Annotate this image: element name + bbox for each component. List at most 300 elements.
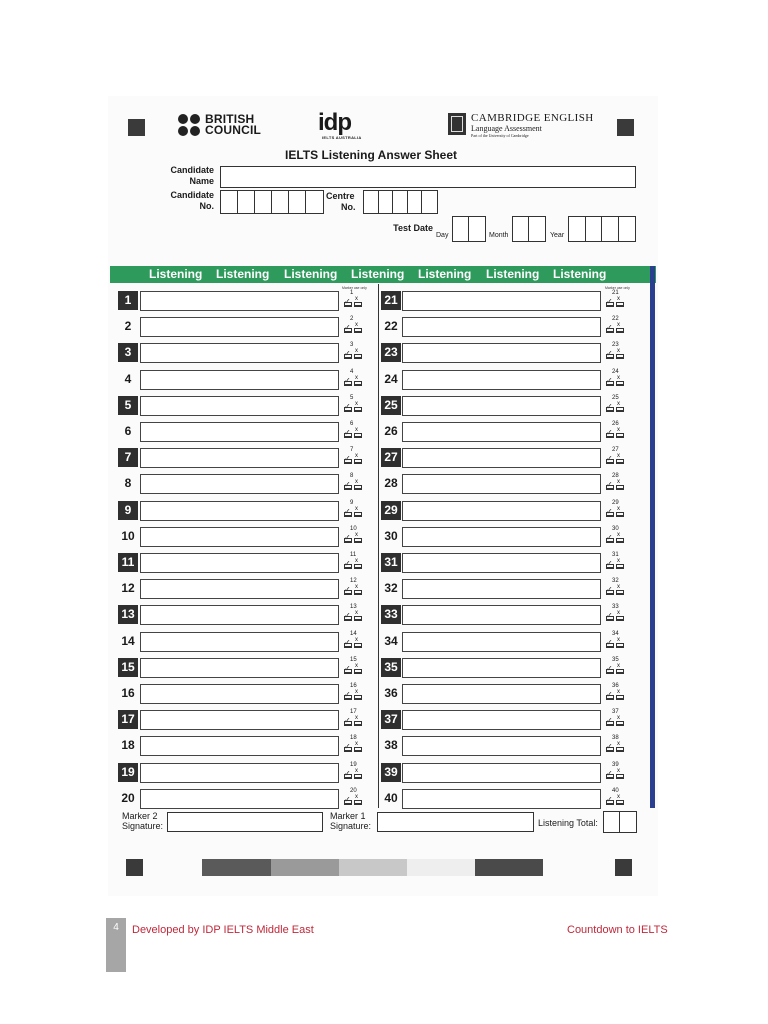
cross-icon: x (617, 689, 620, 695)
marker-bubble-incorrect[interactable] (354, 302, 362, 307)
answer-field[interactable] (140, 370, 339, 390)
marker-number: 29 (612, 500, 619, 506)
tick-icon: ✓ (606, 638, 613, 647)
marker-bubble-incorrect[interactable] (354, 459, 362, 464)
marker-box[interactable] (606, 342, 628, 364)
marker-bubble-incorrect[interactable] (616, 328, 624, 333)
marker-box[interactable] (344, 578, 366, 600)
marker-bubble-correct[interactable] (606, 354, 614, 359)
marker-bubble-correct[interactable] (344, 407, 352, 412)
marker-box[interactable] (344, 369, 366, 391)
answer-field[interactable] (140, 422, 339, 442)
tick-icon: ✓ (606, 664, 613, 673)
question-number: 17 (118, 710, 138, 729)
marker-box[interactable] (606, 709, 628, 731)
listening-total-field[interactable] (603, 811, 637, 833)
marker-box[interactable] (606, 552, 628, 574)
cross-icon: x (617, 479, 620, 485)
marker-bubble-correct[interactable] (606, 747, 614, 752)
question-number: 6 (124, 424, 132, 438)
calibration-bar-1 (202, 859, 271, 876)
marker-box[interactable] (606, 447, 628, 469)
tick-icon: ✓ (606, 742, 613, 751)
answer-field[interactable] (140, 501, 339, 521)
marker-box[interactable] (606, 604, 628, 626)
cambridge-english-logo (448, 113, 594, 138)
answer-field[interactable] (140, 343, 339, 363)
answer-field[interactable] (402, 370, 601, 390)
marker-number: 20 (350, 788, 357, 794)
marker-box[interactable] (344, 631, 366, 653)
tick-icon: ✓ (606, 769, 613, 778)
marker-box[interactable] (344, 500, 366, 522)
marker-bubble-correct[interactable] (606, 538, 614, 543)
marker-bubble-correct[interactable] (606, 512, 614, 517)
marker-bubble-incorrect[interactable] (354, 407, 362, 412)
marker-number: 1 (350, 290, 354, 296)
tick-icon: ✓ (344, 716, 351, 725)
marker-number: 32 (612, 578, 619, 584)
marker-bubble-correct[interactable] (606, 564, 614, 569)
answer-field[interactable] (402, 422, 601, 442)
marker-bubble-correct[interactable] (606, 590, 614, 595)
tick-icon: ✓ (344, 533, 351, 542)
tick-icon: ✓ (606, 480, 613, 489)
marker-box[interactable] (606, 788, 628, 810)
marker-box[interactable] (344, 683, 366, 705)
cross-icon: x (617, 296, 620, 302)
marker-use-only-right: Marker use only (605, 286, 630, 290)
marker1-label: Marker 1 Signature: (330, 811, 372, 831)
centre-no-field[interactable] (363, 190, 438, 214)
marker-box[interactable] (344, 762, 366, 784)
test-date-label: Test Date (393, 223, 433, 233)
answer-field[interactable] (402, 763, 601, 783)
marker-box[interactable] (344, 342, 366, 364)
answer-field[interactable] (140, 736, 339, 756)
cross-icon: x (355, 348, 358, 354)
marker-number: 24 (612, 369, 619, 375)
marker-bubble-incorrect[interactable] (616, 381, 624, 386)
cross-icon: x (617, 401, 620, 407)
marker-box[interactable] (344, 788, 366, 810)
idp-logo (318, 109, 362, 140)
marker-bubble-incorrect[interactable] (616, 485, 624, 490)
question-number: 11 (118, 553, 138, 572)
cambridge-line3: Part of the University of Cambridge (471, 133, 529, 138)
answer-field[interactable] (140, 527, 339, 547)
tick-icon: ✓ (344, 454, 351, 463)
marker-bubble-correct[interactable] (344, 485, 352, 490)
answer-field[interactable] (402, 501, 601, 521)
answer-field[interactable] (140, 474, 339, 494)
marker-bubble-correct[interactable] (344, 512, 352, 517)
cross-icon: x (355, 768, 358, 774)
marker-bubble-correct[interactable] (606, 381, 614, 386)
question-number: 30 (384, 529, 398, 543)
marker-bubble-correct[interactable] (344, 564, 352, 569)
answer-field[interactable] (402, 789, 601, 809)
year-field[interactable] (568, 216, 636, 242)
question-number: 3 (118, 343, 138, 362)
marker-bubble-incorrect[interactable] (354, 669, 362, 674)
marker-bubble-correct[interactable] (344, 354, 352, 359)
answer-field[interactable] (402, 291, 601, 311)
question-number: 26 (384, 424, 398, 438)
marker-bubble-correct[interactable] (606, 407, 614, 412)
cambridge-shield-icon (448, 113, 466, 135)
candidate-name-field[interactable] (220, 166, 636, 188)
marker-bubble-incorrect[interactable] (354, 381, 362, 386)
answer-field[interactable] (140, 396, 339, 416)
answer-field[interactable] (402, 658, 601, 678)
marker-box[interactable] (344, 421, 366, 443)
marker-number: 7 (350, 447, 354, 453)
centre-no-label: Centre No. (326, 191, 356, 212)
listening-banner (110, 266, 656, 283)
answer-field[interactable] (402, 632, 601, 652)
question-number: 37 (381, 710, 401, 729)
question-number: 36 (384, 686, 398, 700)
marker-bubble-correct[interactable] (344, 590, 352, 595)
marker-bubble-incorrect[interactable] (354, 774, 362, 779)
tick-icon: ✓ (606, 533, 613, 542)
marker-bubble-incorrect[interactable] (616, 669, 624, 674)
cross-icon: x (617, 506, 620, 512)
marker-bubble-incorrect[interactable] (616, 721, 624, 726)
marker-bubble-correct[interactable] (344, 616, 352, 621)
question-number: 1 (118, 291, 138, 310)
cross-icon: x (617, 453, 620, 459)
british-council-dots-icon (178, 114, 200, 136)
marker2-label: Marker 2 Signature: (122, 811, 164, 831)
tick-icon: ✓ (606, 428, 613, 437)
marker-box[interactable] (344, 447, 366, 469)
tick-icon: ✓ (606, 690, 613, 699)
answer-field[interactable] (140, 632, 339, 652)
tick-icon: ✓ (606, 585, 613, 594)
marker-box[interactable] (606, 631, 628, 653)
marker-number: 38 (612, 735, 619, 741)
marker-bubble-correct[interactable] (606, 459, 614, 464)
marker-bubble-correct[interactable] (606, 695, 614, 700)
marker-bubble-incorrect[interactable] (354, 747, 362, 752)
calibration-bar-4 (407, 859, 475, 876)
tick-icon: ✓ (344, 690, 351, 699)
marker-box[interactable] (606, 762, 628, 784)
marker-number: 2 (350, 316, 354, 322)
marker-bubble-incorrect[interactable] (616, 774, 624, 779)
answer-field[interactable] (140, 553, 339, 573)
marker-bubble-incorrect[interactable] (354, 485, 362, 490)
marker-box[interactable] (344, 290, 366, 312)
tick-icon: ✓ (344, 402, 351, 411)
answer-field[interactable] (402, 396, 601, 416)
marker-bubble-incorrect[interactable] (354, 538, 362, 543)
marker-bubble-incorrect[interactable] (616, 459, 624, 464)
marker-bubble-correct[interactable] (344, 328, 352, 333)
registration-mark-bottom-right (615, 859, 632, 876)
marker-bubble-incorrect[interactable] (354, 433, 362, 438)
marker-box[interactable] (344, 473, 366, 495)
marker-bubble-incorrect[interactable] (354, 721, 362, 726)
marker-bubble-correct[interactable] (344, 721, 352, 726)
marker-number: 36 (612, 683, 619, 689)
tick-icon: ✓ (344, 323, 351, 332)
marker-bubble-incorrect[interactable] (616, 407, 624, 412)
cross-icon: x (355, 637, 358, 643)
marker-bubble-correct[interactable] (344, 774, 352, 779)
tick-icon: ✓ (344, 742, 351, 751)
cross-icon: x (355, 663, 358, 669)
candidate-no-field[interactable] (220, 190, 324, 214)
idp-wordmark: idp (318, 109, 351, 136)
question-number: 13 (118, 605, 138, 624)
british-council-line2: COUNCIL (205, 123, 262, 137)
listening-total-label: Listening Total: (538, 818, 598, 828)
question-number: 12 (121, 581, 135, 595)
marker-bubble-incorrect[interactable] (354, 512, 362, 517)
calibration-bar-3 (339, 859, 407, 876)
answer-field[interactable] (402, 527, 601, 547)
marker-bubble-incorrect[interactable] (354, 354, 362, 359)
question-number: 7 (118, 448, 138, 467)
answer-field[interactable] (402, 343, 601, 363)
marker-box[interactable] (606, 395, 628, 417)
marker-box[interactable] (344, 657, 366, 679)
tick-icon: ✓ (606, 297, 613, 306)
answer-field[interactable] (402, 317, 601, 337)
answer-field[interactable] (140, 658, 339, 678)
question-number: 39 (381, 763, 401, 782)
question-number: 21 (381, 291, 401, 310)
cross-icon: x (355, 689, 358, 695)
question-number: 8 (124, 476, 132, 490)
question-number: 34 (384, 634, 398, 648)
marker-bubble-correct[interactable] (344, 695, 352, 700)
marker-bubble-incorrect[interactable] (616, 747, 624, 752)
marker-bubble-incorrect[interactable] (616, 433, 624, 438)
question-number: 22 (384, 319, 398, 333)
marker-box[interactable] (606, 578, 628, 600)
marker-bubble-correct[interactable] (606, 669, 614, 674)
marker-number: 9 (350, 500, 354, 506)
marker-bubble-incorrect[interactable] (616, 643, 624, 648)
cross-icon: x (617, 322, 620, 328)
cross-icon: x (355, 479, 358, 485)
marker-bubble-incorrect[interactable] (354, 695, 362, 700)
marker-bubble-correct[interactable] (344, 302, 352, 307)
cross-icon: x (617, 532, 620, 538)
tick-icon: ✓ (344, 349, 351, 358)
marker-bubble-incorrect[interactable] (354, 328, 362, 333)
tick-icon: ✓ (344, 297, 351, 306)
marker-box[interactable] (606, 526, 628, 548)
tick-icon: ✓ (606, 454, 613, 463)
cross-icon: x (355, 506, 358, 512)
question-number: 2 (124, 319, 132, 333)
banner-word: Listening (418, 267, 472, 281)
marker-box[interactable] (606, 683, 628, 705)
marker-box[interactable] (344, 735, 366, 757)
answer-field[interactable] (140, 448, 339, 468)
marker-number: 3 (350, 342, 354, 348)
banner-word: Listening (553, 267, 607, 281)
answer-field[interactable] (402, 684, 601, 704)
cross-icon: x (617, 558, 620, 564)
day-field[interactable] (452, 216, 486, 242)
marker-number: 15 (350, 657, 357, 663)
answer-field[interactable] (140, 291, 339, 311)
footer-right-text: Countdown to IELTS (567, 924, 668, 936)
question-number: 24 (384, 372, 398, 386)
marker-bubble-incorrect[interactable] (616, 564, 624, 569)
marker-number: 25 (612, 395, 619, 401)
marker-bubble-incorrect[interactable] (616, 800, 624, 805)
marker-bubble-correct[interactable] (344, 747, 352, 752)
tick-icon: ✓ (344, 480, 351, 489)
marker-box[interactable] (344, 709, 366, 731)
answer-field[interactable] (402, 605, 601, 625)
registration-mark-top-right (617, 119, 634, 136)
answer-field[interactable] (140, 789, 339, 809)
cross-icon: x (617, 610, 620, 616)
marker-bubble-correct[interactable] (606, 616, 614, 621)
tick-icon: ✓ (606, 611, 613, 620)
marker-box[interactable] (344, 316, 366, 338)
question-number: 18 (121, 738, 135, 752)
cross-icon: x (355, 296, 358, 302)
registration-mark-bottom-left (126, 859, 143, 876)
marker-box[interactable] (344, 395, 366, 417)
tick-icon: ✓ (606, 507, 613, 516)
marker-bubble-incorrect[interactable] (354, 800, 362, 805)
question-number: 19 (118, 763, 138, 782)
registration-mark-top-left (128, 119, 145, 136)
marker-bubble-correct[interactable] (606, 302, 614, 307)
marker-number: 19 (350, 762, 357, 768)
marker-box[interactable] (344, 604, 366, 626)
marker-bubble-correct[interactable] (344, 538, 352, 543)
marker-bubble-correct[interactable] (606, 433, 614, 438)
marker-number: 30 (612, 526, 619, 532)
marker-bubble-correct[interactable] (606, 643, 614, 648)
marker-bubble-incorrect[interactable] (616, 616, 624, 621)
marker-number: 23 (612, 342, 619, 348)
banner-word: Listening (284, 267, 338, 281)
marker-box[interactable] (344, 552, 366, 574)
marker-box[interactable] (344, 526, 366, 548)
banner-word: Listening (351, 267, 405, 281)
marker-box[interactable] (606, 369, 628, 391)
cross-icon: x (617, 427, 620, 433)
marker2-signature-field[interactable] (167, 812, 323, 832)
marker-bubble-correct[interactable] (606, 774, 614, 779)
footer-left-text: Developed by IDP IELTS Middle East (132, 924, 314, 936)
marker-box[interactable] (606, 316, 628, 338)
candidate-no-label: Candidate No. (170, 190, 214, 211)
marker-box[interactable] (606, 290, 628, 312)
month-field[interactable] (512, 216, 546, 242)
marker-bubble-incorrect[interactable] (616, 590, 624, 595)
marker1-signature-field[interactable] (377, 812, 534, 832)
cross-icon: x (355, 453, 358, 459)
marker-bubble-incorrect[interactable] (616, 302, 624, 307)
marker-box[interactable] (606, 735, 628, 757)
marker-number: 21 (612, 290, 619, 296)
cross-icon: x (355, 322, 358, 328)
marker-bubble-correct[interactable] (344, 669, 352, 674)
idp-subtitle: IELTS AUSTRALIA (322, 135, 362, 140)
question-number: 28 (384, 476, 398, 490)
tick-icon: ✓ (344, 795, 351, 804)
marker-bubble-correct[interactable] (344, 381, 352, 386)
marker-bubble-incorrect[interactable] (616, 695, 624, 700)
answer-field[interactable] (402, 448, 601, 468)
british-council-logo (178, 112, 261, 138)
marker-bubble-incorrect[interactable] (616, 538, 624, 543)
cross-icon: x (617, 663, 620, 669)
marker-bubble-incorrect[interactable] (616, 512, 624, 517)
marker-bubble-correct[interactable] (606, 328, 614, 333)
answer-field[interactable] (140, 605, 339, 625)
tick-icon: ✓ (606, 402, 613, 411)
answer-field[interactable] (140, 579, 339, 599)
marker-box[interactable] (606, 421, 628, 443)
cross-icon: x (355, 532, 358, 538)
answer-field[interactable] (402, 579, 601, 599)
answer-field[interactable] (402, 710, 601, 730)
cross-icon: x (617, 584, 620, 590)
marker-bubble-incorrect[interactable] (616, 354, 624, 359)
tick-icon: ✓ (344, 559, 351, 568)
question-number: 38 (384, 738, 398, 752)
tick-icon: ✓ (606, 559, 613, 568)
marker-box[interactable] (606, 657, 628, 679)
marker-bubble-incorrect[interactable] (354, 643, 362, 648)
answer-field[interactable] (402, 553, 601, 573)
marker-bubble-correct[interactable] (344, 433, 352, 438)
marker-box[interactable] (606, 500, 628, 522)
marker-box[interactable] (606, 473, 628, 495)
cross-icon: x (355, 715, 358, 721)
marker-bubble-incorrect[interactable] (354, 564, 362, 569)
marker-bubble-correct[interactable] (606, 721, 614, 726)
marker-bubble-correct[interactable] (606, 485, 614, 490)
marker-bubble-incorrect[interactable] (354, 616, 362, 621)
question-number: 31 (381, 553, 401, 572)
tick-icon: ✓ (344, 428, 351, 437)
answer-field[interactable] (402, 736, 601, 756)
column-divider (378, 284, 379, 808)
tick-icon: ✓ (606, 795, 613, 804)
answer-field[interactable] (140, 763, 339, 783)
answer-field[interactable] (402, 474, 601, 494)
answer-field[interactable] (140, 317, 339, 337)
marker-bubble-correct[interactable] (344, 800, 352, 805)
marker-bubble-correct[interactable] (606, 800, 614, 805)
tick-icon: ✓ (606, 323, 613, 332)
marker-bubble-incorrect[interactable] (354, 590, 362, 595)
answer-field[interactable] (140, 710, 339, 730)
answer-field[interactable] (140, 684, 339, 704)
calibration-bar-2 (271, 859, 339, 876)
marker-number: 17 (350, 709, 357, 715)
marker-bubble-correct[interactable] (344, 459, 352, 464)
marker-bubble-correct[interactable] (344, 643, 352, 648)
question-number: 4 (124, 372, 132, 386)
page-number: 4 (106, 918, 126, 972)
